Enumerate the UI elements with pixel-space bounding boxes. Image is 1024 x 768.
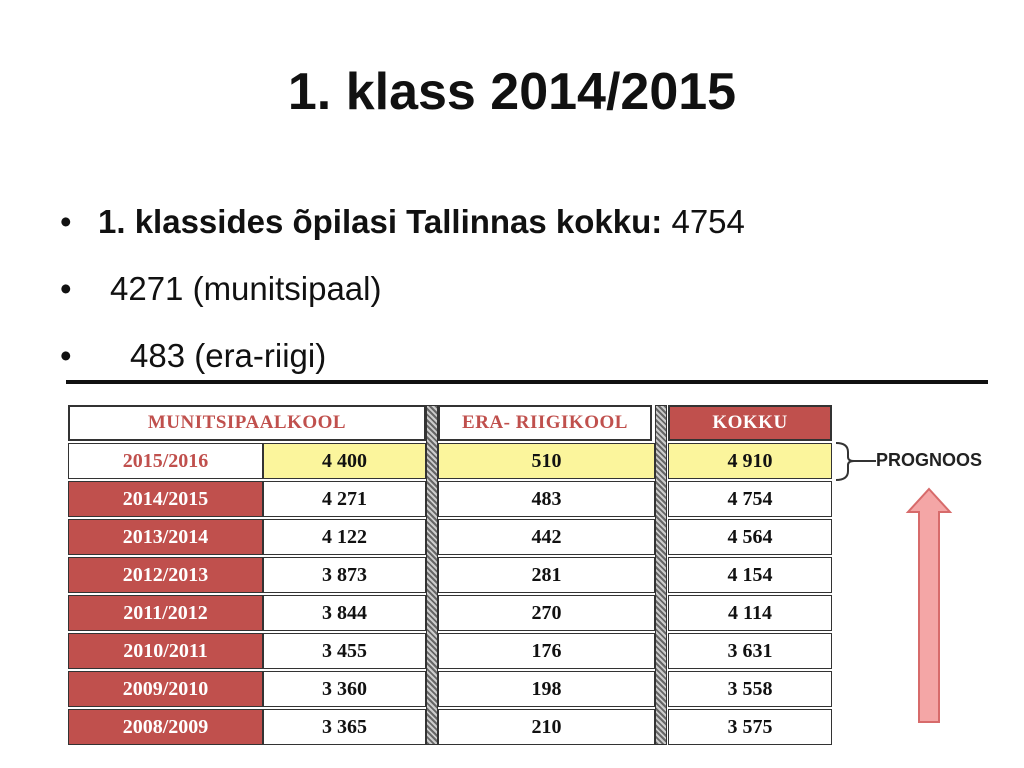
municipal-cell: 3 360 (263, 671, 426, 707)
municipal-cell: 3 873 (263, 557, 426, 593)
total-cell: 3 575 (668, 709, 832, 745)
private-state-cell: 442 (438, 519, 655, 555)
bullet-dot-icon: • (60, 270, 72, 307)
total-cell: 3 558 (668, 671, 832, 707)
municipal-cell: 4 122 (263, 519, 426, 555)
total-cell: 4 910 (668, 443, 832, 479)
year-cell: 2010/2011 (68, 633, 263, 669)
bullet-private-text: 483 (era-riigi) (130, 337, 327, 374)
column-separator (655, 405, 667, 745)
municipal-cell: 3 365 (263, 709, 426, 745)
year-cell: 2011/2012 (68, 595, 263, 631)
bullet-dot-icon: • (60, 203, 72, 240)
bullet-list (60, 188, 745, 389)
total-cell: 4 754 (668, 481, 832, 517)
bullet-municipal (60, 255, 382, 322)
divider-line (66, 380, 988, 384)
header-total: KOKKU (668, 405, 832, 441)
private-state-cell: 176 (438, 633, 655, 669)
total-cell: 4 564 (668, 519, 832, 555)
year-cell: 2012/2013 (68, 557, 263, 593)
municipal-cell: 4 400 (263, 443, 426, 479)
total-cell: 3 631 (668, 633, 832, 669)
private-state-cell: 198 (438, 671, 655, 707)
year-cell: 2008/2009 (68, 709, 263, 745)
bullet-dot-icon: • (60, 337, 72, 374)
year-cell: 2013/2014 (68, 519, 263, 555)
private-state-cell: 483 (438, 481, 655, 517)
bullet-total (60, 188, 745, 255)
header-municipal: MUNITSIPAALKOOL (68, 405, 426, 441)
bullet-municipal-text: 4271 (munitsipaal) (110, 270, 382, 307)
total-cell: 4 114 (668, 595, 832, 631)
bracket-icon (832, 440, 882, 484)
private-state-cell: 270 (438, 595, 655, 631)
bullet-total-value: 4754 (671, 203, 745, 240)
municipal-cell: 3 844 (263, 595, 426, 631)
prognoos-label: PROGNOOS (876, 450, 983, 470)
private-state-cell: 281 (438, 557, 655, 593)
year-cell: 2014/2015 (68, 481, 263, 517)
up-arrow-icon (905, 486, 953, 726)
bullet-total-label: 1. klassides õpilasi Tallinnas kokku: (98, 203, 672, 240)
total-cell: 4 154 (668, 557, 832, 593)
header-private-state: ERA- RIIGIKOOL (438, 405, 652, 441)
private-state-cell: 510 (438, 443, 655, 479)
year-cell: 2009/2010 (68, 671, 263, 707)
bullet-private (60, 322, 327, 389)
municipal-cell: 4 271 (263, 481, 426, 517)
slide-title: 1. klass 2014/2015 (287, 63, 737, 121)
private-state-cell: 210 (438, 709, 655, 745)
municipal-cell: 3 455 (263, 633, 426, 669)
year-cell: 2015/2016 (68, 443, 263, 479)
column-separator (426, 405, 438, 745)
